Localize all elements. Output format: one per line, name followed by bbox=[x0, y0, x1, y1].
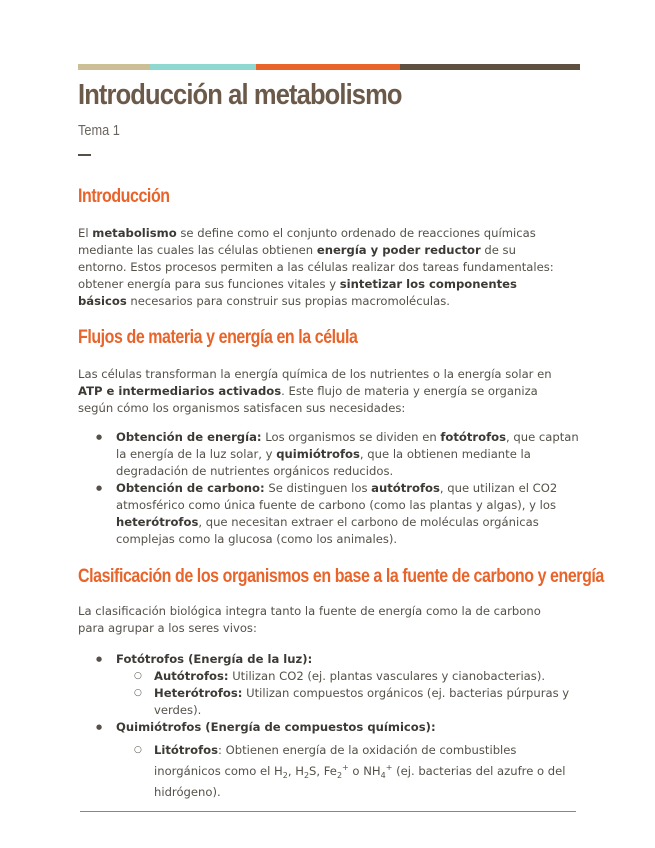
list-item: ○ Litótrofos: Obtienen energía de la oxidación de combustibles inorgánicos como el $H_2$, $H_2S$, $Fe_2^+$ o $NH_4^+$ (ej. bacterias del azufre o del hidrógeno). bbox=[154, 742, 580, 801]
section-heading-clasificacion: Clasificación de los organismos en base a la fuente de carbono y energía bbox=[78, 566, 604, 587]
flujos-bullet-list bbox=[116, 429, 580, 548]
section-heading-introduccion: Introducción bbox=[78, 186, 170, 207]
color-bar-segment-1 bbox=[78, 64, 150, 70]
paragraph-flujos: Las células transforman la energía química de los nutrientes o la energía solar en ATP e intermediarios activados. Este flujo de materia y energía se organiza según cómo los organismos satisfacen sus necesidades: bbox=[78, 367, 552, 415]
document-subtitle: Tema 1 bbox=[78, 122, 120, 139]
footer-divider bbox=[80, 811, 576, 812]
list-item: ● Fotótrofos (Energía de la luz): ○ Autótrofos: Utilizan CO2 (ej. plantas vasculares y cianobacterias). ○ Heterótrofos: Utilizan compuestos orgánicos (ej. bacterias púrpuras y verdes). bbox=[116, 651, 580, 719]
list-item: ○ Autótrofos: Utilizan CO2 (ej. plantas vasculares y cianobacterias). bbox=[154, 668, 580, 685]
clasificacion-list-fototrofos bbox=[116, 651, 580, 719]
list-item: ● Obtención de carbono: Se distinguen los autótrofos, que utilizan el CO2 atmosférico como única fuente de carbono (como las plantas y algas), y los heterótrofos, que necesitan extraer el carbono de moléculas orgánicas complejas como la glucosa (como los animales). bbox=[116, 480, 580, 548]
list-item: ● Quimiótrofos (Energía de compuestos químicos): ○ Litótrofos: Obtienen energía de la oxidación de combustibles inorgánicos como el $H_2$, $H_2S$, $Fe_2^+$ o $NH_4^+$ (ej. bacterias del azufre o del hidrógeno). bbox=[116, 719, 580, 801]
header-color-bar bbox=[78, 64, 580, 70]
paragraph-clasificacion: La clasificación biológica integra tanto la fuente de energía como la de carbono para agrupar a los seres vivos: bbox=[78, 604, 541, 635]
section-heading-flujos: Flujos de materia y energía en la célula bbox=[78, 327, 358, 348]
title-divider bbox=[78, 154, 91, 156]
fototrofos-sublist bbox=[154, 668, 580, 719]
color-bar-segment-4 bbox=[400, 64, 580, 70]
document-title: Introducción al metabolismo bbox=[78, 79, 402, 111]
color-bar-segment-3 bbox=[256, 64, 400, 70]
paragraph-introduccion: El metabolismo se define como el conjunto ordenado de reacciones químicas mediante las cuales las células obtienen energía y poder reductor de su entorno. Estos procesos permiten a las células realizar dos tareas fundamentales: obtener energía para sus funciones vitales y sintetizar los componentes básicos necesarios para construir sus propias macromoléculas. bbox=[78, 226, 554, 308]
quimiotrofos-sublist bbox=[154, 742, 580, 801]
clasificacion-list-quimiotrofos bbox=[116, 719, 580, 801]
list-item: ● Obtención de energía: Los organismos se dividen en fotótrofos, que captan la energía de la luz solar, y quimiótrofos, que la obtienen mediante la degradación de nutrientes orgánicos reducidos. bbox=[116, 429, 580, 480]
list-item: ○ Heterótrofos: Utilizan compuestos orgánicos (ej. bacterias púrpuras y verdes). bbox=[154, 685, 580, 719]
color-bar-segment-2 bbox=[150, 64, 256, 70]
